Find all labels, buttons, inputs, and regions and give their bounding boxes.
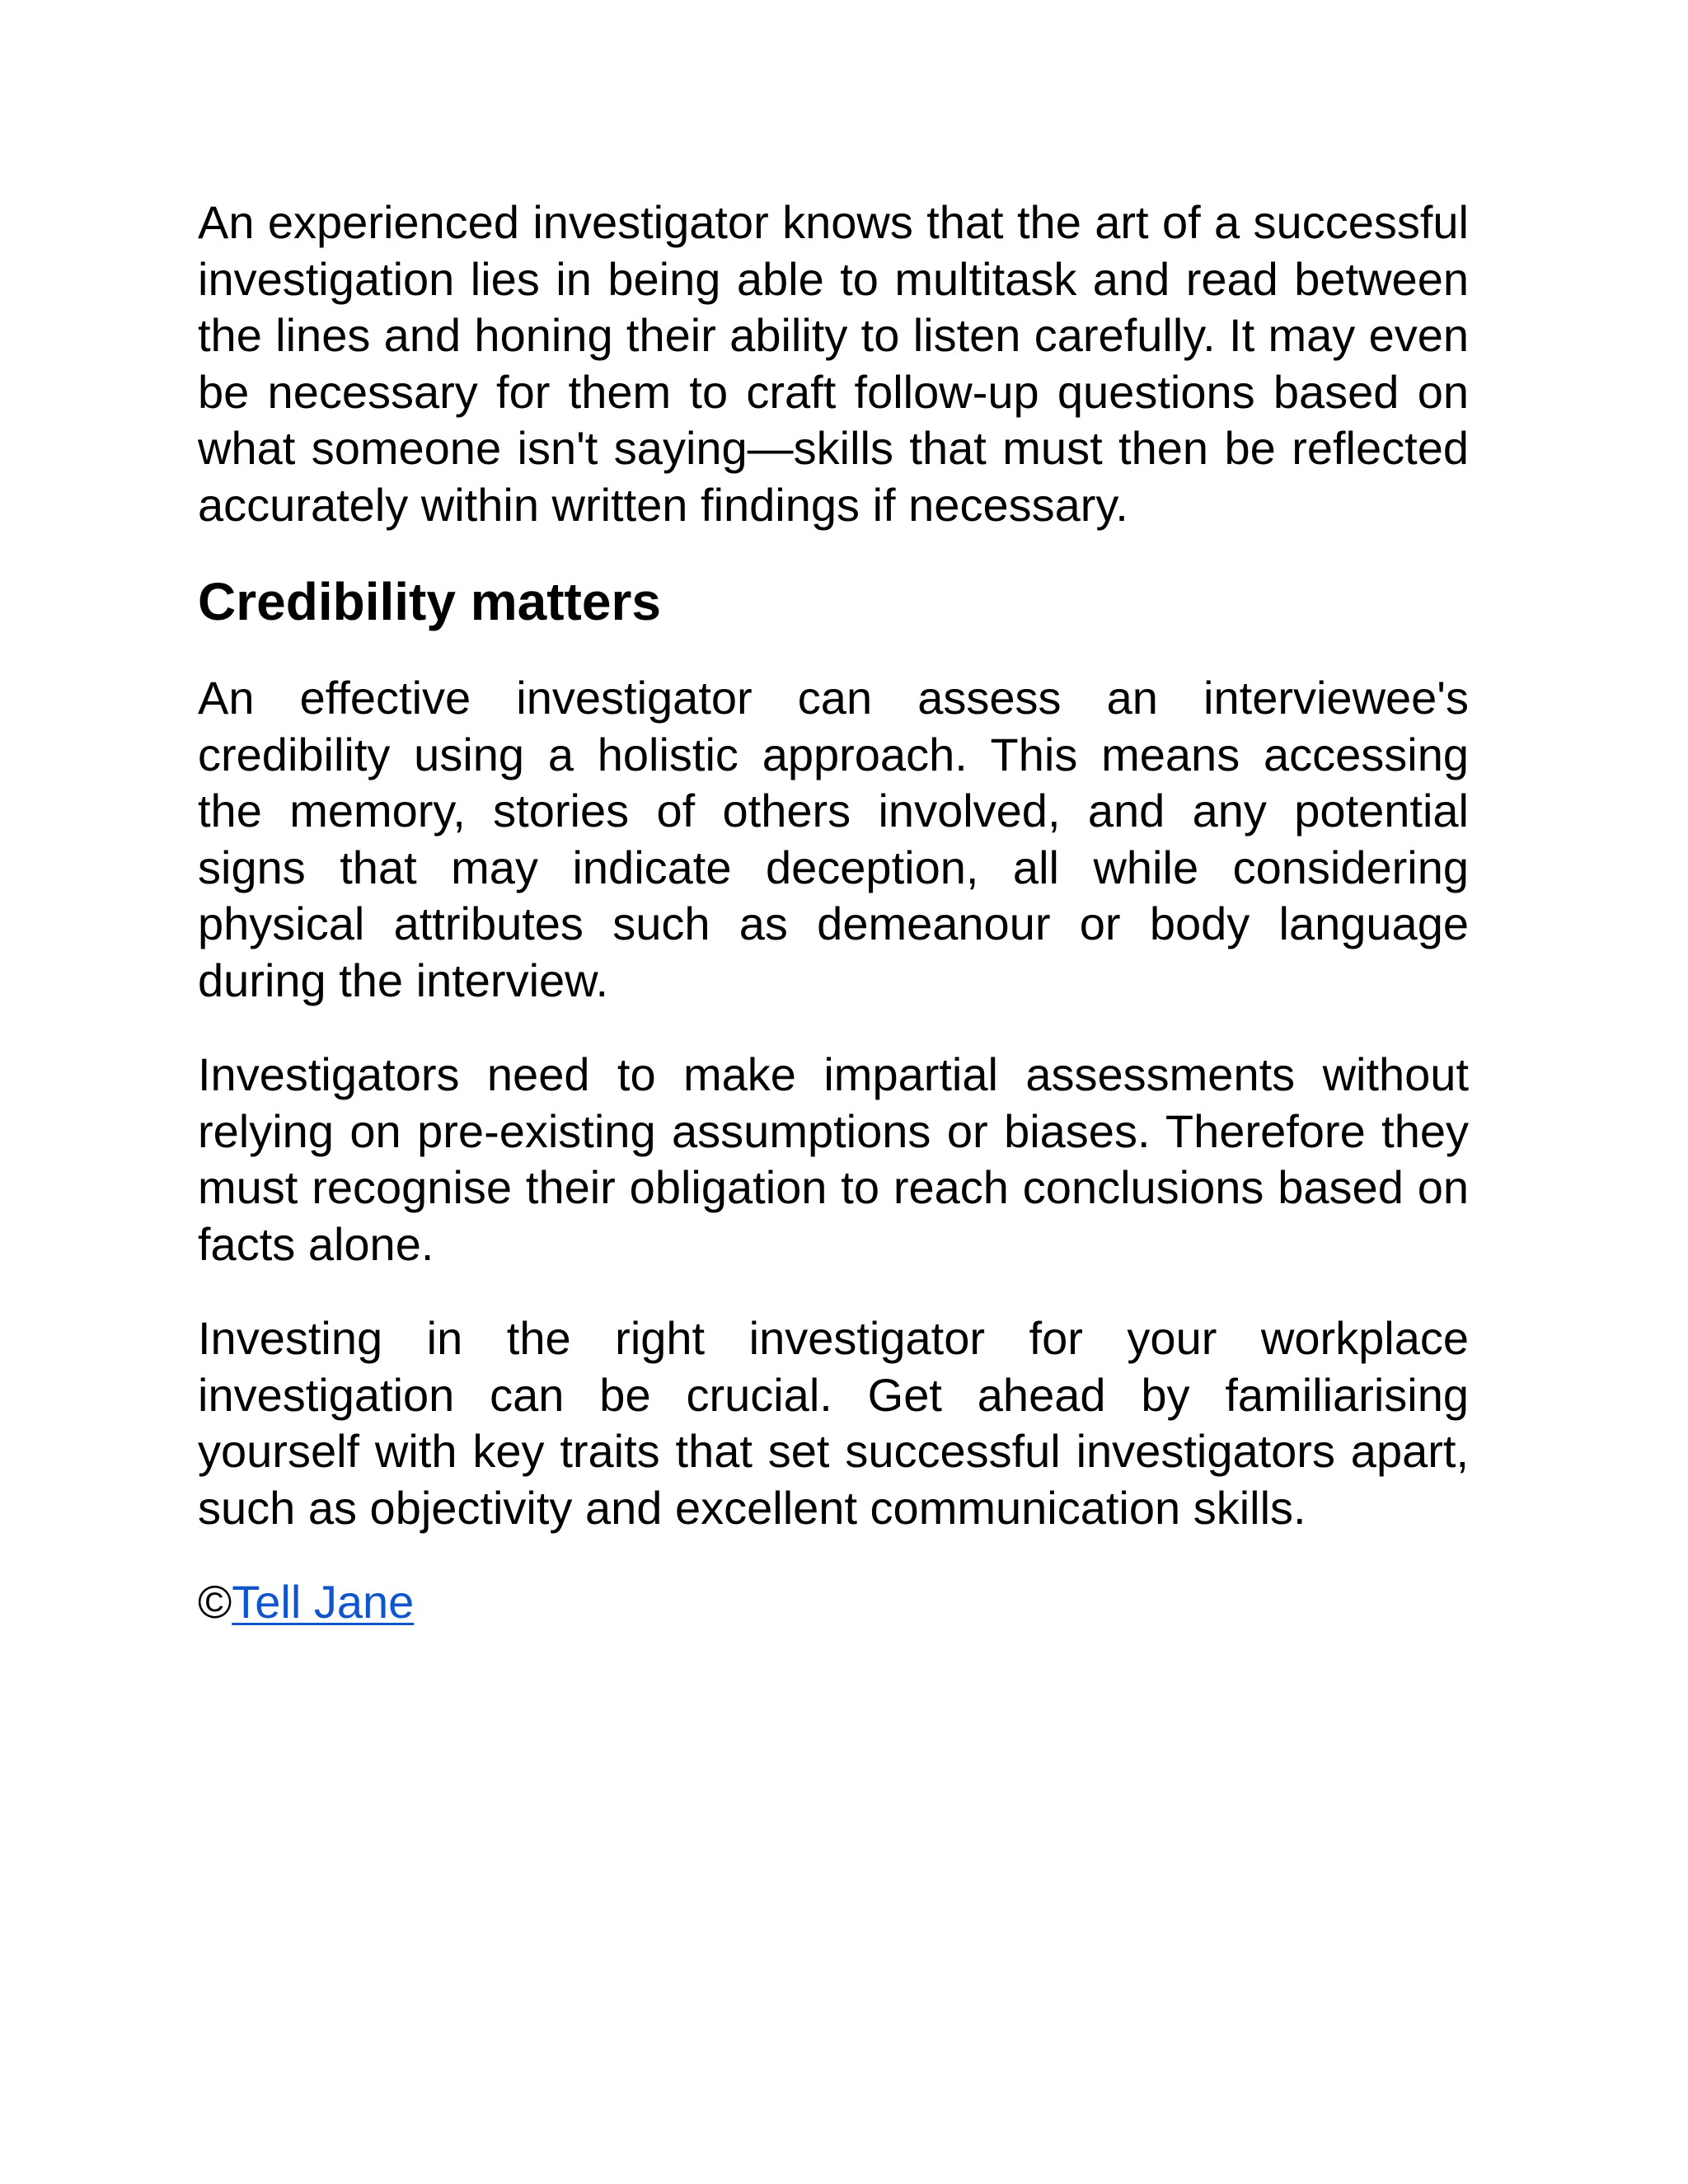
copyright-line xyxy=(198,1574,1469,1631)
document-page xyxy=(198,194,1469,1631)
paragraph-investigator-skills: An experienced investigator knows that the art of a successful investigation lies in being able to multitask and read between the lines and honing their ability to listen carefully. It may even be necessary for them to craft follow-up questions based on what someone isn't saying—skills that must then be reflected accurately within written findings if necessary. xyxy=(198,196,1469,531)
tell-jane-link[interactable]: Tell Jane xyxy=(232,1576,415,1628)
section-heading: Credibility matters xyxy=(198,572,661,631)
paragraph-impartiality: Investigators need to make impartial assessments without relying on pre-existing assumptions or biases. Therefore they must recognise their obligation to reach conclusions based on facts alone. xyxy=(198,1048,1469,1270)
copyright-symbol: © xyxy=(198,1576,232,1628)
paragraph-investing: Investing in the right investigator for your workplace investigation can be crucial. Get ahead by familiarising yourself with key traits that set successful investigators apart, such as objectivity and excellent communication skills. xyxy=(198,1312,1469,1534)
paragraph-credibility: An effective investigator can assess an interviewee's credibility using a holistic approach. This means accessing the memory, stories of others involved, and any potential signs that may indicate deception, all while considering physical attributes such as demeanour or body language during the interview. xyxy=(198,672,1469,1006)
